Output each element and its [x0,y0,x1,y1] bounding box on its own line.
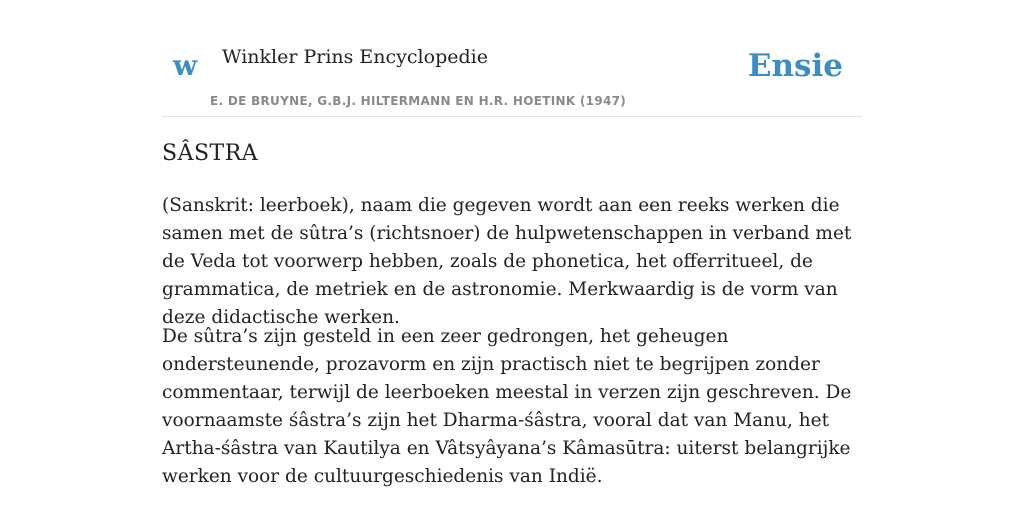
header [162,0,862,117]
article-paragraph-1: (Sanskrit: leerboek), naam die gegeven wordt aan een reeks werken die samen met de sûtra’s (richtsnoer) de hulpwetenschappen in verband met de Veda tot voorwerp hebben, zoals de phonetica, het offerritueel, de grammatica, de metriek en de astronomie. Merkwaardig is de vorm van deze didactische werken. [162,195,852,328]
publication-title[interactable]: Winkler Prins Encyclopedie [222,46,488,68]
article-paragraph-2: De sûtra’s zijn gesteld in een zeer gedrongen, het geheugen ondersteunende, prozavorm en zijn practisch niet te begrijpen zonder commentaar, terwijl de leerboeken meestal in verzen zijn geschreven. De voornaamste śâstra’s zijn het Dharma-śâstra, vooral dat van Manu, het Artha-śâstra van Kautilya en Vâtsyâyana’s Kâmasūtra: uiterst belangrijke werken voor de cultuurgeschiedenis van Indië. [162,326,852,487]
page-container [162,0,862,487]
authors-line: E. DE BRUYNE, G.B.J. HILTERMANN EN H.R. HOETINK (1947) [210,94,627,108]
article-title: SÂSTRA [162,141,259,166]
brand-logo[interactable]: Ensie [747,48,843,84]
publication-logo[interactable]: w [173,49,198,82]
